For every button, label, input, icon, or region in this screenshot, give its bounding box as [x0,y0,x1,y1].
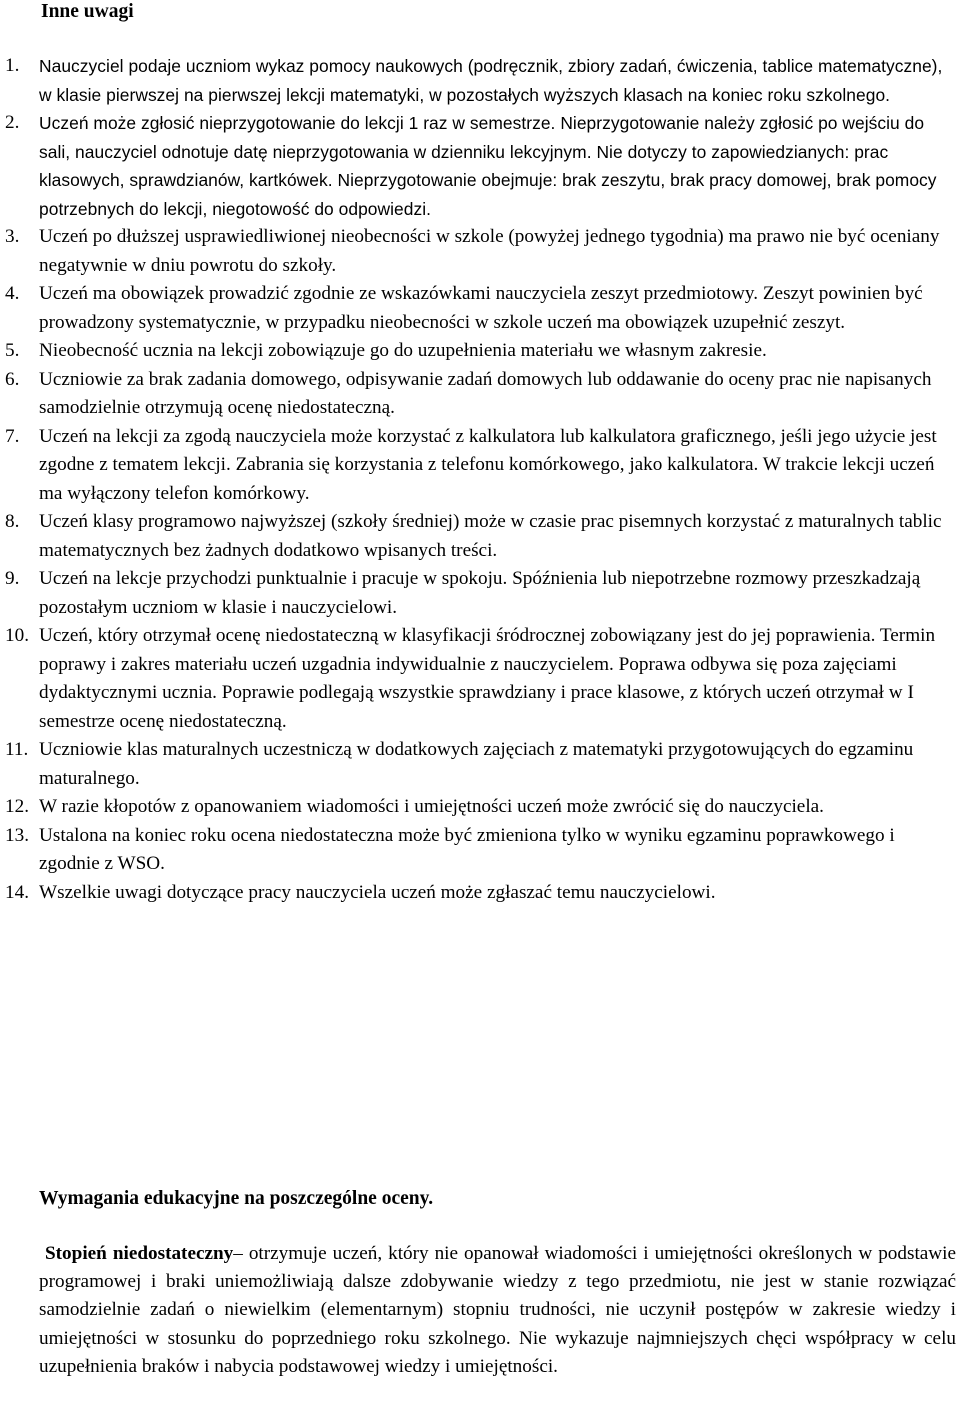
list-item [0,223,959,280]
list-item [0,822,959,879]
list-item [0,793,959,822]
list-item [0,423,959,509]
section-heading-inne-uwagi: Inne uwagi [41,1,134,22]
remarks-list [0,52,960,907]
list-item [0,109,959,223]
grade-text: – otrzymuje uczeń, który nie opanował wiadomości i umiejętności określonych w podstawie programowej i braki uniemożliwiają dalsze zdobywanie wiedzy z tego przedmiotu, nie jest w stanie rozwiązać samodzielnie zadań o niewielkim (elementarnym) stopniu trudności, nie uczynił postępów w zakresie wiedzy i umiejętności w stosunku do poprzedniego roku szkolnego. Nie wykazuje najmniejszych chęci współpracy w celu uzupełnienia braków i nabycia podstawowej wiedzy i umiejętności. [39,1243,957,1377]
list-item-number: 2. [5,112,20,133]
list-item-text: Uczeń, który otrzymał ocenę niedostateczną w klasyfikacji śródrocznej zobowiązany jest do jej poprawienia. Termin poprawy i zakres materiału uczeń uzgadnia indywidualnie z nauczycielem. Poprawa odbywa się poza zajęciami dydaktycznymi ucznia. Poprawie podlegają wszystkie sprawdziany i prace klasowe, z których uczeń otrzymał w I semestrze ocenę niedostateczną. [39,625,936,732]
list-item-number: 1. [5,55,20,76]
list-item-text: Uczeń może zgłosić nieprzygotowanie do lekcji 1 raz w semestrze. Nieprzygotowanie należy zgłosić po wejściu do sali, nauczyciel odnotuje datę nieprzygotowania w dzienniku lekcyjnym. Nie dotyczy to zapowiedzianych: prac klasowych, sprawdzianów, kartkówek. Nieprzygotowanie obejmuje: brak zeszytu, brak pracy domowej, brak pomocy potrzebnych do lekcji, niegotowość do odpowiedzi. [39,113,937,219]
list-item-text: Uczeń ma obowiązek prowadzić zgodnie ze wskazówkami nauczyciela zeszyt przedmiotowy. Zeszyt powinien być prowadzony systematycznie, w przypadku nieobecności w szkole uczeń ma obowiązek uzupełnić zeszyt. [39,283,923,333]
section-heading-wymagania: Wymagania edukacyjne na poszczególne oceny. [39,1188,434,1209]
list-item [0,622,959,736]
list-item-number: 8. [5,511,20,532]
list-item [0,280,959,337]
list-item-text: Uczniowie za brak zadania domowego, odpisywanie zadań domowych lub oddawanie do oceny prac nie napisanych samodzielnie otrzymują ocenę niedostateczną. [39,368,932,418]
list-item-text: Uczeń na lekcji za zgodą nauczyciela może korzystać z kalkulatora lub kalkulatora graficznego, jeśli jego użycie jest zgodne z tematem lekcji. Zabrania się korzystania z telefonu komórkowego, jako kalkulatora. W trakcie lekcji uczeń ma wyłączony telefon komórkowy. [39,425,937,504]
list-item-number: 4. [5,283,20,304]
list-item-number: 3. [5,226,20,247]
list-item-text: Uczeń po dłuższej usprawiedliwionej nieobecności w szkole (powyżej jednego tygodnia) ma prawo nie być oceniany negatywnie w dniu powrotu do szkoły. [39,226,940,276]
grade-label: Stopień niedostateczny [45,1243,234,1264]
list-item-text: Nauczyciel podaje uczniom wykaz pomocy naukowych (podręcznik, zbiory zadań, ćwiczenia, tablice matematyczne), w klasie pierwszej na pierwszej lekcji matematyki, w pozostałych wyższych klasach na koniec roku szkolnego. [39,56,943,105]
list-item-number: 13. [5,824,29,846]
grade-description-paragraph [39,1240,956,1381]
list-item-text: Uczniowie klas maturalnych uczestniczą w dodatkowych zajęciach z matematyki przygotowujących do egzaminu maturalnego. [39,739,914,789]
list-item-text: Uczeń na lekcje przychodzi punktualnie i pracuje w spokoju. Spóźnienia lub niepotrzebne rozmowy przeszkadzają pozostałym uczniom w klasie i nauczycielowi. [39,568,921,618]
list-item [0,879,959,908]
list-item-text: Nieobecność ucznia na lekcji zobowiązuje go do uzupełnienia materiału we własnym zakresie. [39,340,767,361]
list-item [0,508,959,565]
list-item-number: 11. [5,739,29,760]
list-item-text: Ustalona na koniec roku ocena niedostateczna może być zmieniona tylko w wyniku egzaminu poprawkowego i zgodnie z WSO. [39,824,895,874]
list-item [0,736,959,793]
list-item-number: 14. [5,881,29,903]
list-item-text: Wszelkie uwagi dotyczące pracy nauczyciela uczeń może zgłaszać temu nauczycielowi. [39,881,716,903]
list-item [0,366,959,423]
list-item-text: Uczeń klasy programowo najwyższej (szkoły średniej) może w czasie prac pisemnych korzystać z maturalnych tablic matematycznych bez żadnych dodatkowo wpisanych treści. [39,511,942,561]
list-item [0,52,959,109]
list-item [0,565,959,622]
list-item-number: 5. [5,340,20,361]
list-item-number: 7. [5,425,20,447]
list-item-number: 6. [5,368,20,390]
list-item-text: W razie kłopotów z opanowaniem wiadomości i umiejętności uczeń może zwrócić się do nauczyciela. [39,796,824,817]
list-item [0,337,959,366]
list-item-number: 10. [5,625,29,646]
list-item-number: 9. [5,568,20,589]
list-item-number: 12. [5,796,29,817]
